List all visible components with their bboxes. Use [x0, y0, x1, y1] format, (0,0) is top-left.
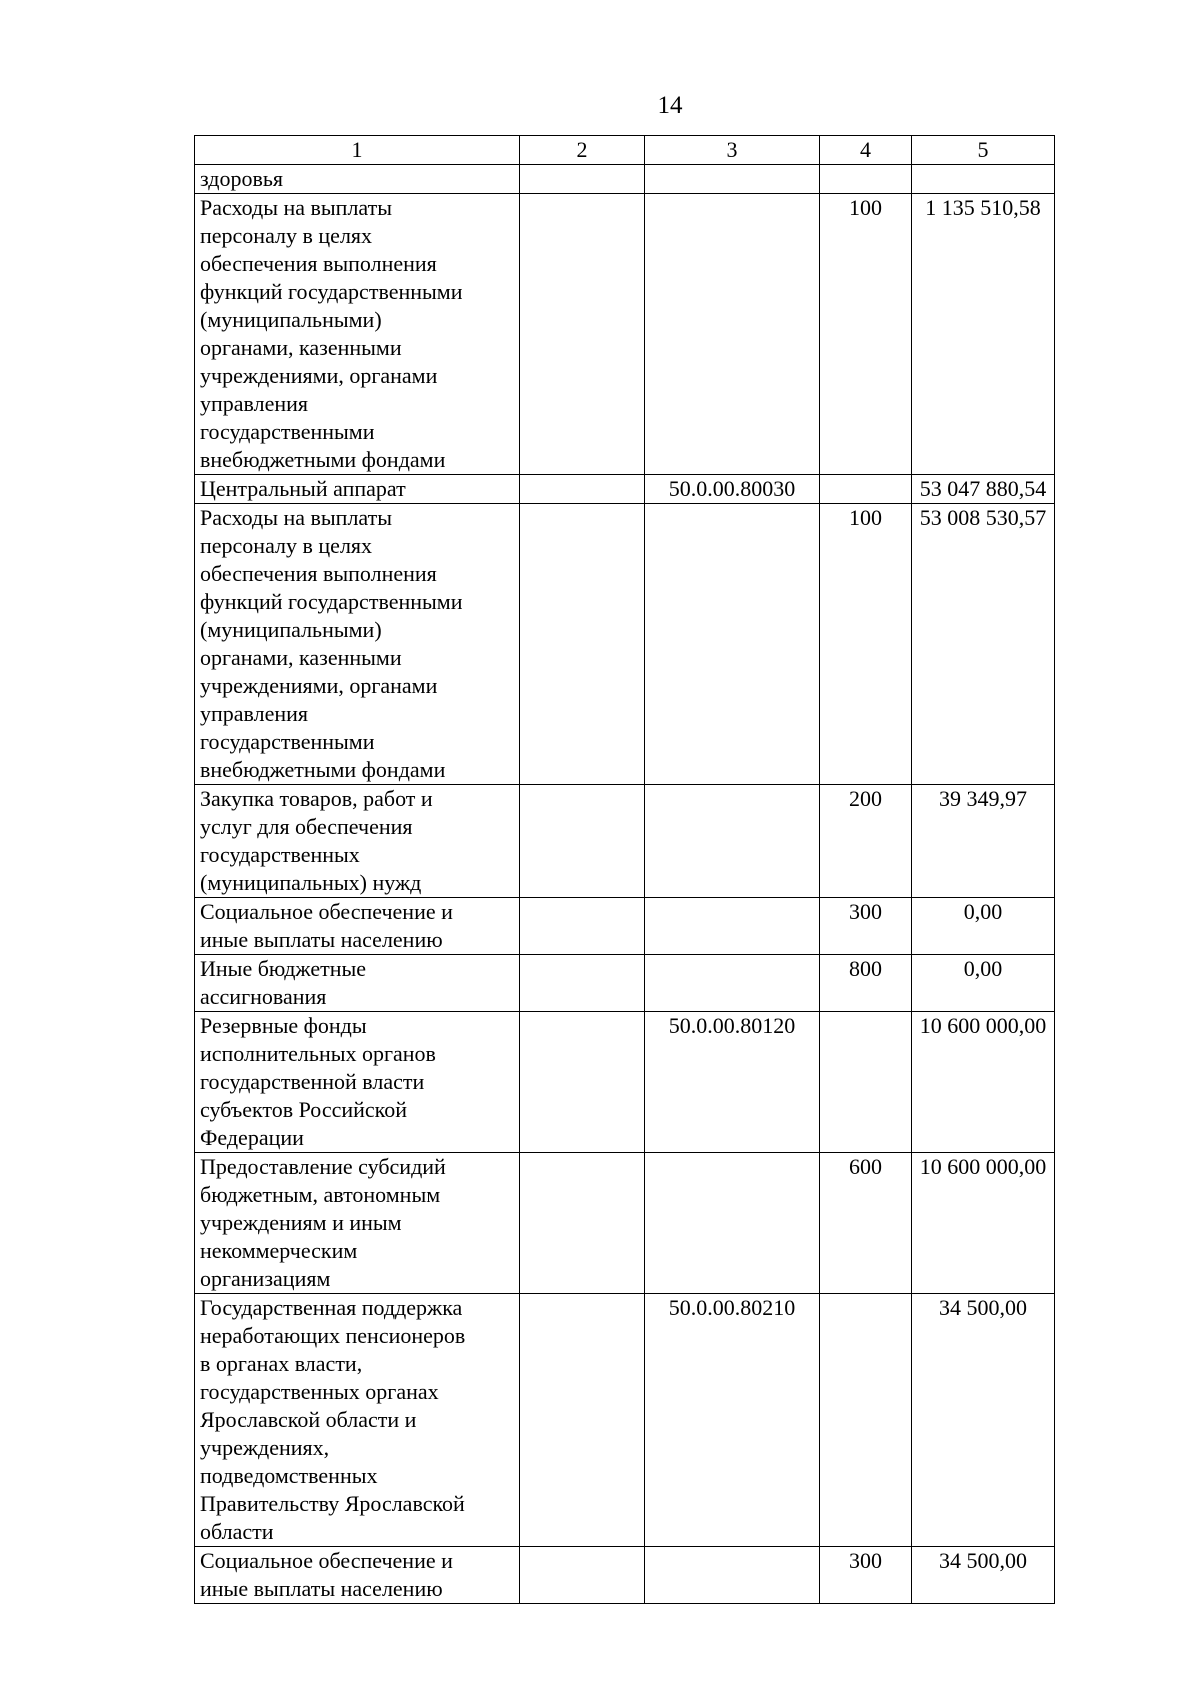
- section-cell: [520, 898, 645, 955]
- expense-name-line: функций государственными: [200, 589, 463, 614]
- target-article-cell: [645, 1153, 820, 1294]
- page-number: 14: [657, 92, 683, 119]
- expense-name-cell: [195, 194, 520, 475]
- target-article-cell: 50.0.00.80030: [645, 475, 820, 504]
- table-row: [195, 955, 1055, 1012]
- expense-name-line: субъектов Российской: [200, 1097, 408, 1122]
- expense-name-cell: [195, 504, 520, 785]
- expense-name-line: органами, казенными: [200, 335, 402, 360]
- expense-type-cell: 200: [820, 785, 912, 898]
- table-row: [195, 1294, 1055, 1547]
- table-row: [195, 785, 1055, 898]
- expense-type-cell: [820, 165, 912, 194]
- expense-name-line: здоровья: [200, 166, 284, 191]
- target-article-cell: 50.0.00.80210: [645, 1294, 820, 1547]
- table-row: [195, 1012, 1055, 1153]
- expense-name-line: учреждениях,: [200, 1435, 330, 1460]
- expense-name-line: учреждениям и иным: [200, 1210, 402, 1235]
- target-article-cell: [645, 165, 820, 194]
- expense-name-cell: [195, 1153, 520, 1294]
- expense-name-line: государственными: [200, 729, 375, 754]
- target-article-cell: [645, 785, 820, 898]
- header-cell-1: 1: [195, 136, 520, 165]
- amount-cell: 10 600 000,00: [912, 1012, 1055, 1153]
- expense-name-line: подведомственных: [200, 1463, 378, 1488]
- expense-type-cell: 300: [820, 898, 912, 955]
- target-article-cell: [645, 1547, 820, 1604]
- expense-name-cell: [195, 1294, 520, 1547]
- expense-name-line: учреждениями, органами: [200, 673, 438, 698]
- expense-name-line: Центральный аппарат: [200, 476, 406, 501]
- expense-name-line: Расходы на выплаты: [200, 505, 393, 530]
- header-cell-2: 2: [520, 136, 645, 165]
- expense-name-line: Социальное обеспечение и: [200, 899, 453, 924]
- expense-name-line: Иные бюджетные: [200, 956, 367, 981]
- header-cell-5: 5: [912, 136, 1055, 165]
- expense-name-line: внебюджетными фондами: [200, 757, 446, 782]
- expense-name-line: (муниципальных) нужд: [200, 870, 422, 895]
- section-cell: [520, 475, 645, 504]
- expense-name-cell: [195, 475, 520, 504]
- expense-name-cell: [195, 785, 520, 898]
- expense-name-line: управления: [200, 701, 309, 726]
- expense-name-line: управления: [200, 391, 309, 416]
- expense-name-line: учреждениями, органами: [200, 363, 438, 388]
- expense-name-line: государственных органах: [200, 1379, 439, 1404]
- target-article-cell: [645, 898, 820, 955]
- expense-name-line: Закупка товаров, работ и: [200, 786, 433, 811]
- header-cell-3: 3: [645, 136, 820, 165]
- expense-name-cell: [195, 1547, 520, 1604]
- amount-cell: 53 047 880,54: [912, 475, 1055, 504]
- table-row: [195, 504, 1055, 785]
- table-row: [195, 898, 1055, 955]
- section-cell: [520, 504, 645, 785]
- expense-name-line: Государственная поддержка: [200, 1295, 463, 1320]
- expense-name-line: ассигнования: [200, 984, 327, 1009]
- budget-table: [194, 135, 1055, 1604]
- target-article-cell: 50.0.00.80120: [645, 1012, 820, 1153]
- table-row: [195, 1547, 1055, 1604]
- amount-cell: 53 008 530,57: [912, 504, 1055, 785]
- expense-name-line: услуг для обеспечения: [200, 814, 413, 839]
- expense-type-cell: [820, 1294, 912, 1547]
- expense-type-cell: [820, 1012, 912, 1153]
- section-cell: [520, 1547, 645, 1604]
- expense-type-cell: 100: [820, 504, 912, 785]
- amount-cell: 34 500,00: [912, 1294, 1055, 1547]
- section-cell: [520, 194, 645, 475]
- section-cell: [520, 1012, 645, 1153]
- table-row: [195, 194, 1055, 475]
- expense-type-cell: 300: [820, 1547, 912, 1604]
- amount-cell: 0,00: [912, 955, 1055, 1012]
- section-cell: [520, 955, 645, 1012]
- expense-name-line: персоналу в целях: [200, 223, 373, 248]
- expense-name-line: организациям: [200, 1266, 331, 1291]
- table-row: [195, 165, 1055, 194]
- expense-type-cell: [820, 475, 912, 504]
- target-article-cell: [645, 194, 820, 475]
- expense-name-line: исполнительных органов: [200, 1041, 436, 1066]
- expense-name-line: Социальное обеспечение и: [200, 1548, 453, 1573]
- amount-cell: 0,00: [912, 898, 1055, 955]
- target-article-cell: [645, 504, 820, 785]
- expense-name-cell: [195, 1012, 520, 1153]
- amount-cell: 1 135 510,58: [912, 194, 1055, 475]
- table-row: [195, 1153, 1055, 1294]
- section-cell: [520, 1294, 645, 1547]
- expense-name-cell: [195, 898, 520, 955]
- expense-name-line: иные выплаты населению: [200, 1576, 443, 1601]
- expense-name-line: Резервные фонды: [200, 1013, 367, 1038]
- expense-name-line: государственной власти: [200, 1069, 425, 1094]
- expense-name-line: в органах власти,: [200, 1351, 363, 1376]
- expense-name-cell: [195, 165, 520, 194]
- expense-name-line: государственными: [200, 419, 375, 444]
- expense-name-line: Правительству Ярославской: [200, 1491, 465, 1516]
- expense-type-cell: 600: [820, 1153, 912, 1294]
- expense-name-line: области: [200, 1519, 274, 1544]
- expense-name-line: Федерации: [200, 1125, 304, 1150]
- expense-name-line: некоммерческим: [200, 1238, 358, 1263]
- expense-name-line: обеспечения выполнения: [200, 251, 437, 276]
- amount-cell: 34 500,00: [912, 1547, 1055, 1604]
- expense-name-line: неработающих пенсионеров: [200, 1323, 466, 1348]
- expense-name-line: Расходы на выплаты: [200, 195, 393, 220]
- expense-name-line: (муниципальными): [200, 307, 382, 332]
- section-cell: [520, 1153, 645, 1294]
- expense-name-line: иные выплаты населению: [200, 927, 443, 952]
- section-cell: [520, 165, 645, 194]
- expense-name-line: функций государственными: [200, 279, 463, 304]
- expense-name-line: государственных: [200, 842, 360, 867]
- header-cell-4: 4: [820, 136, 912, 165]
- expense-name-line: внебюджетными фондами: [200, 447, 446, 472]
- section-cell: [520, 785, 645, 898]
- expense-name-line: органами, казенными: [200, 645, 402, 670]
- expense-name-cell: [195, 955, 520, 1012]
- table-row: [195, 475, 1055, 504]
- expense-name-line: Предоставление субсидий: [200, 1154, 446, 1179]
- expense-name-line: персоналу в целях: [200, 533, 373, 558]
- expense-name-line: (муниципальными): [200, 617, 382, 642]
- amount-cell: [912, 165, 1055, 194]
- expense-type-cell: 100: [820, 194, 912, 475]
- target-article-cell: [645, 955, 820, 1012]
- expense-name-line: бюджетным, автономным: [200, 1182, 441, 1207]
- expense-type-cell: 800: [820, 955, 912, 1012]
- expense-name-line: Ярославской области и: [200, 1407, 417, 1432]
- amount-cell: 39 349,97: [912, 785, 1055, 898]
- expense-name-line: обеспечения выполнения: [200, 561, 437, 586]
- table-header-row: [195, 136, 1055, 165]
- amount-cell: 10 600 000,00: [912, 1153, 1055, 1294]
